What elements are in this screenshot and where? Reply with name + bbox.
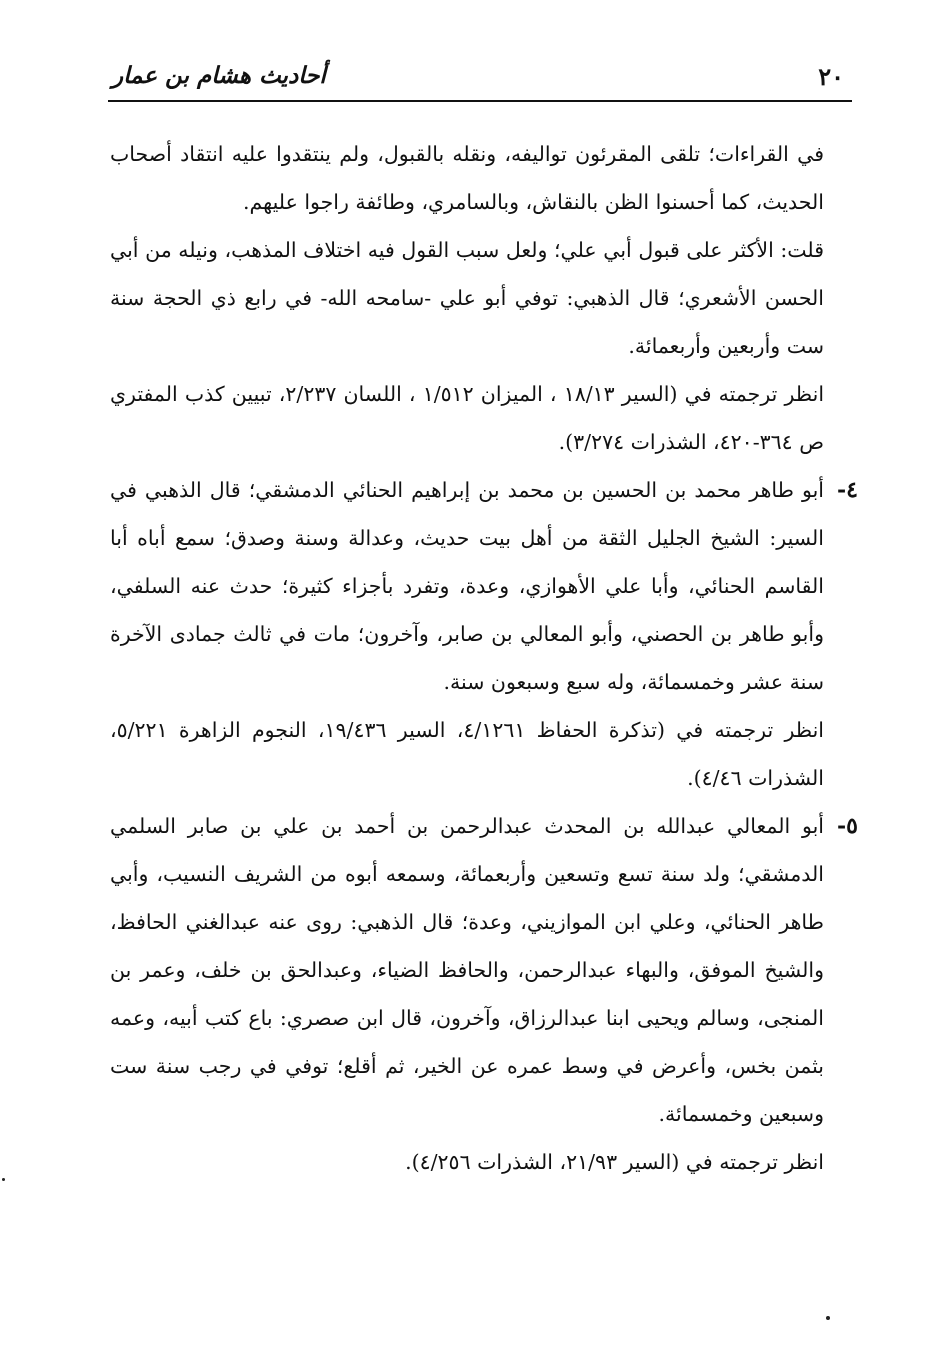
body-paragraph: قلت: الأكثر على قبول أبي علي؛ ولعل سبب القول فيه اختلاف المذهب، ونيله من أبي الحسن الأشعري؛ قال الذهبي: توفي أبو علي -سامحه الله- في رابع ذي الحجة سنة ست وأربعين وأربعمائة.: [110, 238, 824, 358]
body-paragraph: في القراءات؛ تلقى المقرئون تواليفه، ونقله بالقبول، ولم ينتقدوا عليه انتقاد أصحاب الحديث، كما أحسنوا الظن بالنقاش، وبالسامري، وطائفة راجوا عليهم.: [110, 142, 824, 214]
page-header: [108, 56, 852, 102]
entry-number: ٤-: [837, 477, 858, 503]
citation-paragraph: انظر ترجمته في (تذكرة الحفاظ ٤/١٢٦١، السير ١٩/٤٣٦، النجوم الزاهرة ٥/٢٢١، الشذرات ٤/٤٦).: [110, 718, 824, 790]
page-body: [110, 130, 858, 1186]
citation-paragraph: انظر ترجمته في (السير ١٨/١٣ ، الميزان ١/٥١٢ ، اللسان ٢/٢٣٧، تبيين كذب المفتري ص ٣٦٤-٤٢٠، الشذرات ٣/٢٧٤).: [110, 382, 825, 454]
scan-speck: [826, 1316, 830, 1320]
scan-speck: [2, 1178, 5, 1181]
page-number: ٢٠: [818, 62, 844, 91]
biography-entry-4: [110, 466, 858, 802]
entry-number: ٥-: [837, 813, 858, 839]
biography-entry-5: [110, 802, 858, 1186]
running-title: أحاديث هشام بن عمار: [112, 62, 326, 89]
citation-paragraph: انظر ترجمته في (السير ٢١/٩٣، الشذرات ٤/٢٥٦).: [405, 1150, 824, 1174]
entry-paragraph: أبو المعالي عبدالله بن المحدث عبدالرحمن بن أحمد بن علي بن صابر السلمي الدمشقي؛ ولد سنة تسع وتسعين وأربعمائة، وسمعه أبوه من الشريف النسيب، وأبي طاهر الحنائي، وعلي ابن الموازيني، وعدة؛ قال الذهبي: روى عنه عبدالغني الحافظ، والشيخ الموفق، والبهاء عبدالرحمن، والحافظ الضياء، وعبدالحق بن خلف، وعمر بن المنجى، وسالم ويحيى ابنا عبدالرزاق، وآخرون، قال ابن صصري: باع كتب أبيه، وعمه بثمن بخس، وأعرض في وسط عمره عن الخير، ثم أقلع؛ توفي في رجب سنة ست وسبعين وخمسمائة.: [110, 814, 824, 1126]
entry-paragraph: أبو طاهر محمد بن الحسين بن محمد بن إبراهيم الحنائي الدمشقي؛ قال الذهبي في السير: الشيخ الجليل الثقة من أهل بيت حديث، وعدالة وسنة وصدق؛ سمع أباه أبا القاسم الحنائي، وأبا علي الأهوازي، وعدة، وتفرد بأجزاء كثيرة؛ حدث عنه السلفي، وأبو طاهر بن الحصني، وأبو المعالي بن صابر، وآخرون؛ مات في ثالث جمادى الآخرة سنة عشر وخمسمائة، وله سبع وسبعون سنة.: [110, 478, 824, 694]
